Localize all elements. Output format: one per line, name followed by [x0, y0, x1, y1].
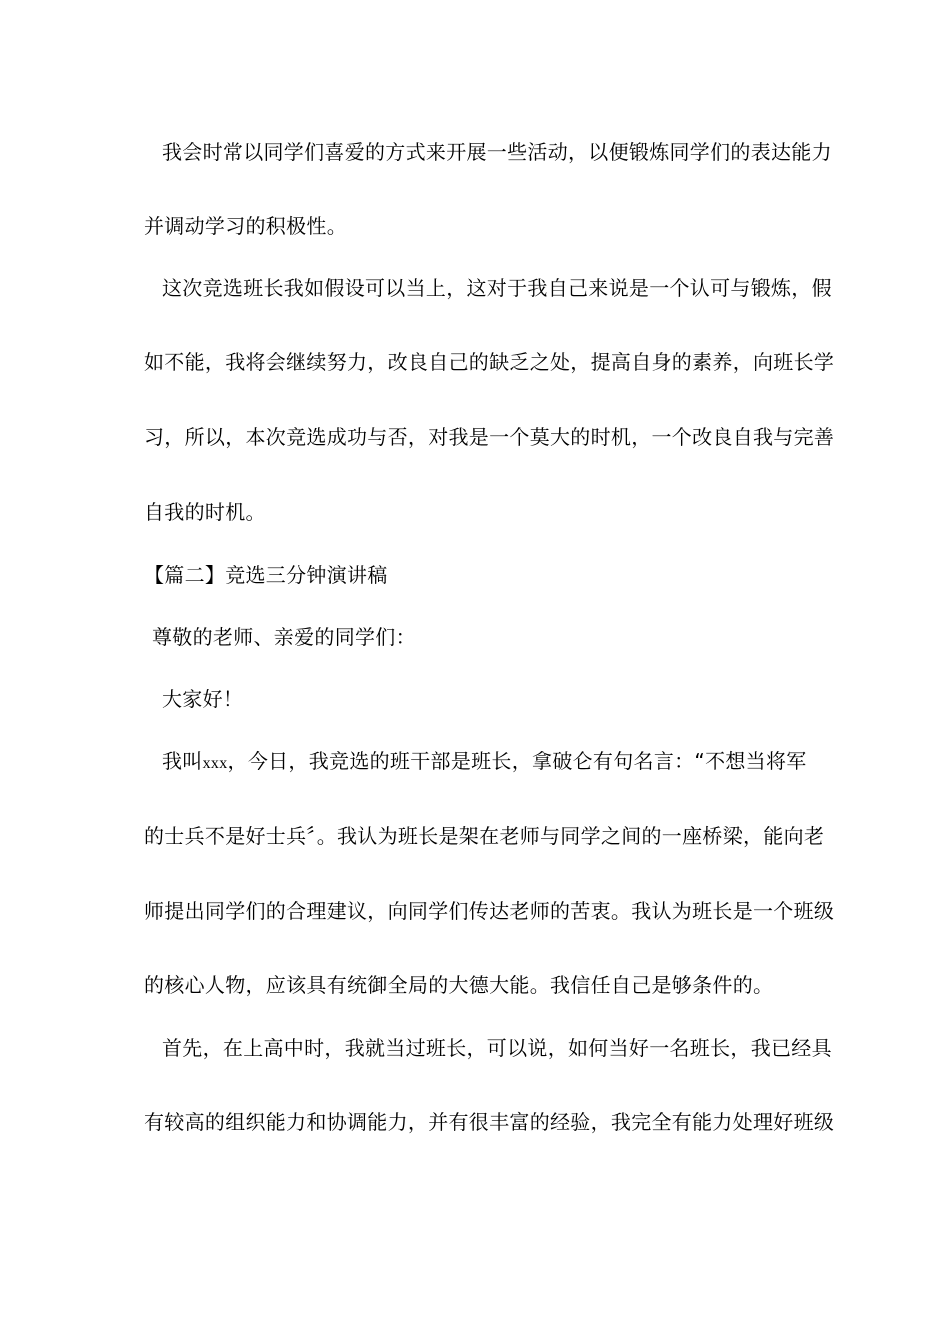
paragraph-line-9: 师提出同学们的合理建议，向同学们传达老师的苦衷。我认为班长是一个班级: [144, 899, 835, 923]
paragraph-line-5: 习，所以，本次竞选成功与否，对我是一个莫大的时机，一个改良自我与完善: [144, 425, 835, 449]
paragraph-line-3: 这次竞选班长我如假设可以当上，这对于我自己来说是一个认可与锻炼，假: [162, 276, 832, 300]
section-heading: 【篇二】竞选三分钟演讲稿: [144, 563, 388, 587]
intro-text-rest: ，今日，我竞选的班干部是班长，拿破仑有句名言：“不想当将军: [227, 749, 807, 773]
paragraph-line-11: 首先，在上高中时，我就当过班长，可以说，如何当好一名班长，我已经具: [162, 1036, 832, 1060]
salutation: 尊敬的老师、亲爱的同学们：: [152, 625, 416, 649]
paragraph-line-12: 有较高的组织能力和协调能力，并有很丰富的经验，我完全有能力处理好班级: [144, 1110, 835, 1134]
paragraph-line-1: 我会时常以同学们喜爱的方式来开展一些活动，以便锻炼同学们的表达能力: [162, 140, 832, 164]
paragraph-line-6: 自我的时机。: [144, 500, 266, 524]
paragraph-line-10: 的核心人物，应该具有统御全局的大德大能。我信任自己是够条件的。: [144, 973, 774, 997]
paragraph-line-2: 并调动学习的积极性。: [144, 214, 347, 238]
paragraph-line-4: 如不能，我将会继续努力，改良自己的缺乏之处，提高自身的素养，向班长学: [144, 350, 835, 374]
paragraph-line-8: 的士兵不是好士兵〞。我认为班长是架在老师与同学之间的一座桥梁，能向老: [144, 824, 825, 848]
name-placeholder: xxx: [202, 755, 228, 772]
intro-text-start: 我叫: [162, 749, 203, 773]
paragraph-line-intro: [144, 748, 807, 777]
greeting: 大家好！: [162, 687, 244, 711]
